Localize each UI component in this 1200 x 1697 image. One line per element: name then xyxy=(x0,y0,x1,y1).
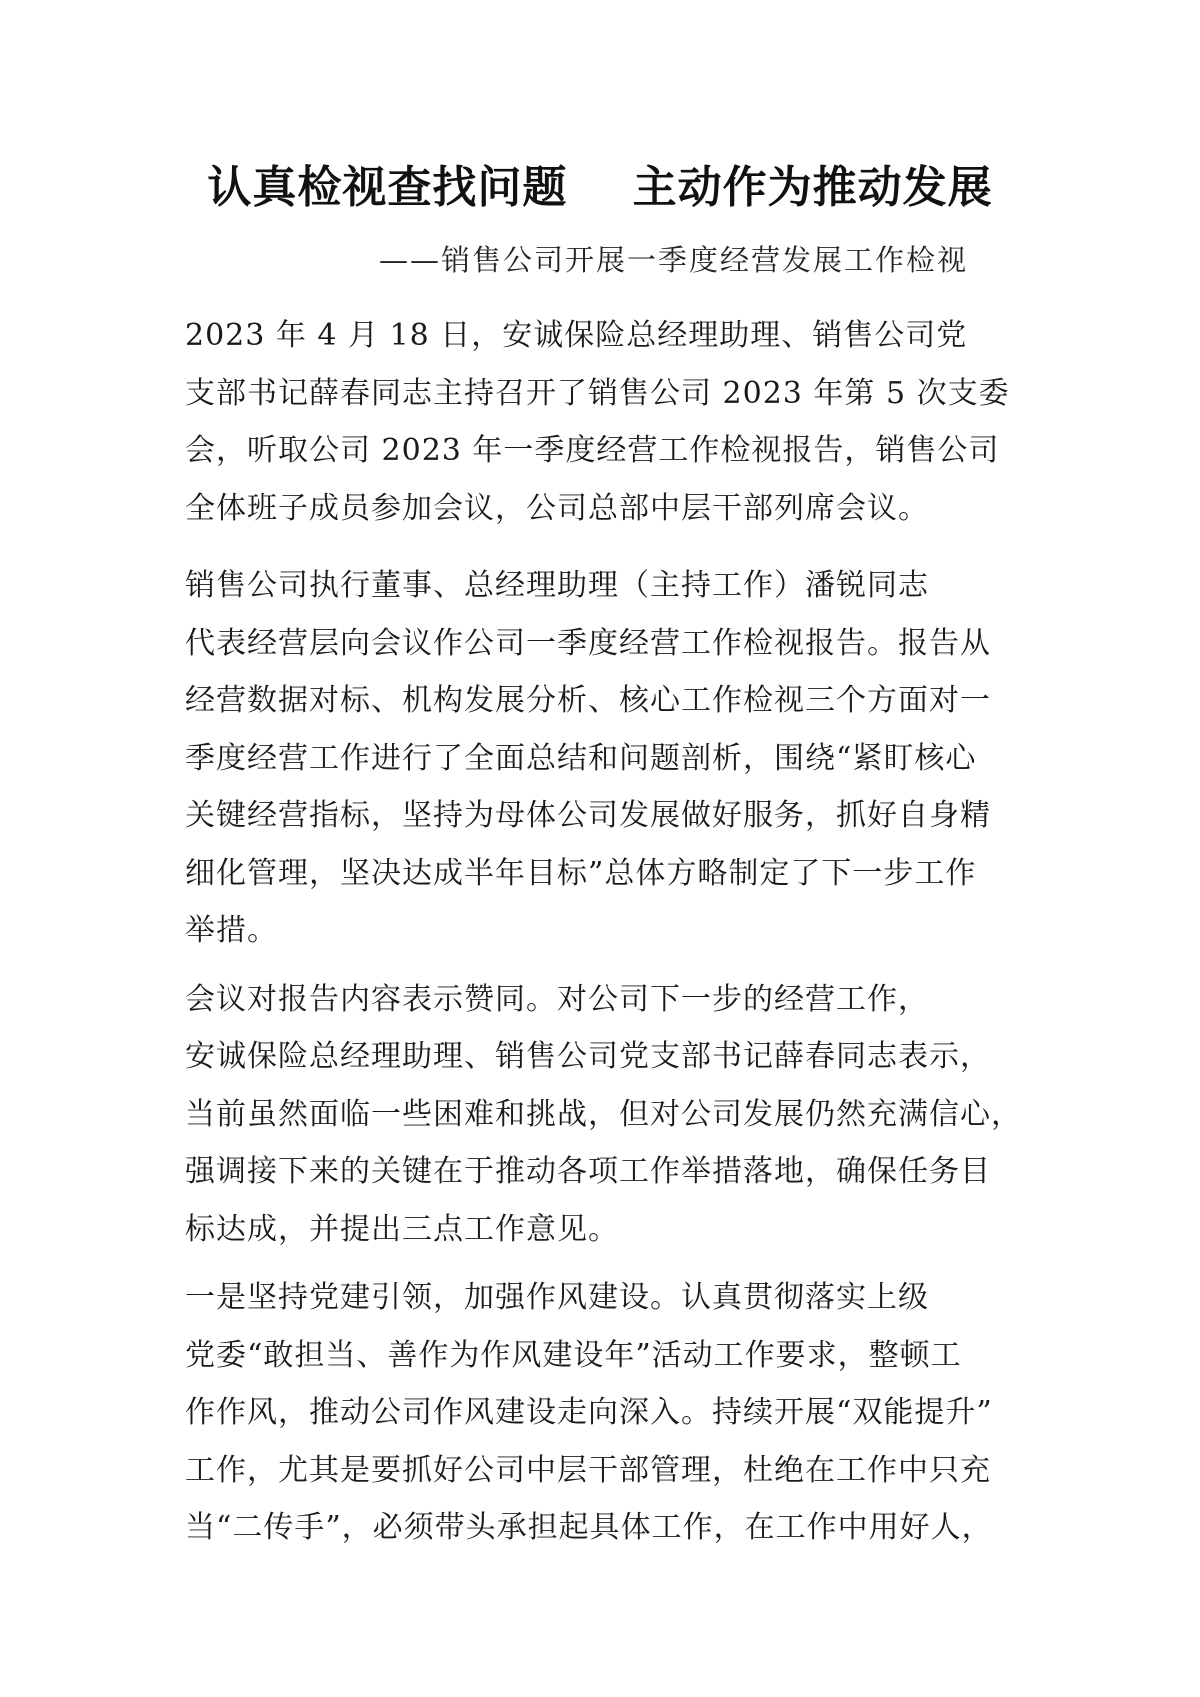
paragraph-line: 工作，尤其是要抓好公司中层干部管理，杜绝在工作中只充 xyxy=(185,1452,991,1488)
paragraph-line: 细化管理，坚决达成半年目标”总体方略制定了下一步工作 xyxy=(185,855,977,891)
document-body xyxy=(185,307,1020,1557)
paragraph-line: 季度经营工作进行了全面总结和问题剖析，围绕“紧盯核心 xyxy=(185,740,977,776)
paragraph-line: 销售公司执行董事、总经理助理（主持工作）潘锐同志 xyxy=(185,568,929,603)
paragraph-line: 举措。 xyxy=(185,913,278,948)
paragraph-line: 当“二传手”，必须带头承担起具体工作，在工作中用好人， xyxy=(185,1510,993,1545)
paragraph-3 xyxy=(185,971,1020,1259)
paragraph-line: 党委“敢担当、善作为作风建设年”活动工作要求，整顿工 xyxy=(185,1337,962,1373)
paragraph-2 xyxy=(185,557,1020,960)
document-title: 认真检视查找问题 主动作为推动发展 xyxy=(207,162,993,213)
document-subtitle: ——销售公司开展一季度经营发展工作检视 xyxy=(378,243,968,277)
paragraph-line: 支部书记薛春同志主持召开了销售公司 2023 年第 5 次支委 xyxy=(185,375,1010,411)
paragraph-1 xyxy=(185,307,1020,537)
paragraph-line: 代表经营层向会议作公司一季度经营工作检视报告。报告从 xyxy=(185,625,991,661)
paragraph-4 xyxy=(185,1269,1020,1557)
paragraph-line: 作作风，推动公司作风建设走向深入。持续开展“双能提升” xyxy=(185,1395,993,1430)
paragraph-line: 会，听取公司 2023 年一季度经营工作检视报告，销售公司 xyxy=(185,433,1000,468)
paragraph-line: 关键经营指标，坚持为母体公司发展做好服务，抓好自身精 xyxy=(185,798,991,833)
paragraph-line: 一是坚持党建引领，加强作风建设。认真贯彻落实上级 xyxy=(185,1280,929,1315)
paragraph-line: 经营数据对标、机构发展分析、核心工作检视三个方面对一 xyxy=(185,683,991,718)
paragraph-line: 全体班子成员参加会议，公司总部中层干部列席会议。 xyxy=(185,490,929,526)
paragraph-line: 强调接下来的关键在于推动各项工作举措落地，确保任务目 xyxy=(185,1154,991,1189)
paragraph-line: 标达成，并提出三点工作意见。 xyxy=(185,1211,619,1247)
paragraph-line: 会议对报告内容表示赞同。对公司下一步的经营工作， xyxy=(185,981,929,1017)
paragraph-line: 2023 年 4 月 18 日，安诚保险总经理助理、销售公司党 xyxy=(185,318,968,353)
paragraph-line: 安诚保险总经理助理、销售公司党支部书记薛春同志表示， xyxy=(185,1039,991,1074)
paragraph-line: 当前虽然面临一些困难和挑战，但对公司发展仍然充满信心， xyxy=(185,1096,1022,1132)
